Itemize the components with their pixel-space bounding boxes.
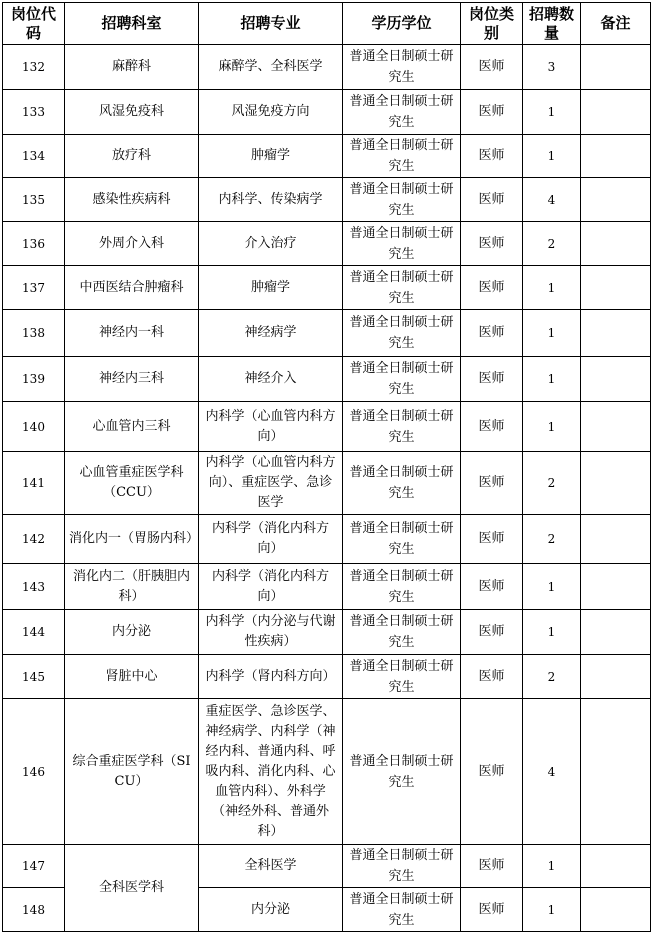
row-type: 医师: [461, 610, 523, 655]
row-major: 内科学（心血管内科方向）、重症医学、急诊医学: [199, 452, 343, 515]
row-note: [581, 178, 651, 222]
row-note: [581, 515, 651, 564]
row-code: 133: [3, 90, 65, 135]
row-type: 医师: [461, 515, 523, 564]
row-count: 1: [523, 845, 581, 888]
row-major: 内科学（消化内科方向）: [199, 564, 343, 610]
row-major: 重症医学、急诊医学、神经病学、内科学（神经内科、普通内科、呼吸内科、消化内科、心血管内科）、外科学（神经外科、普通外科）: [199, 699, 343, 845]
row-edu: 普通全日制硕士研究生: [343, 90, 461, 135]
row-type: 医师: [461, 222, 523, 266]
row-code: 141: [3, 452, 65, 515]
row-edu: 普通全日制硕士研究生: [343, 699, 461, 845]
row-type: 医师: [461, 402, 523, 452]
row-type: 医师: [461, 564, 523, 610]
recruitment-table: [2, 2, 651, 932]
row-count: 1: [523, 310, 581, 357]
row-major: 内科学（肾内科方向）: [199, 655, 343, 699]
row-note: [581, 310, 651, 357]
row-note: [581, 222, 651, 266]
header-row: [3, 3, 651, 45]
table-row: [3, 266, 651, 310]
row-dept: 全科医学科: [65, 845, 199, 932]
row-count: 1: [523, 266, 581, 310]
row-dept: 消化内一（胃肠内科）: [65, 515, 199, 564]
table-row: [3, 845, 651, 888]
row-dept: 放疗科: [65, 135, 199, 178]
row-major: 内科学（心血管内科方向）: [199, 402, 343, 452]
row-type: 医师: [461, 655, 523, 699]
row-dept: 肾脏中心: [65, 655, 199, 699]
row-type: 医师: [461, 888, 523, 932]
row-edu: 普通全日制硕士研究生: [343, 845, 461, 888]
row-code: 138: [3, 310, 65, 357]
row-edu: 普通全日制硕士研究生: [343, 310, 461, 357]
row-type: 医师: [461, 452, 523, 515]
row-note: [581, 845, 651, 888]
header-type: 岗位类别: [461, 3, 523, 45]
row-major: 肿瘤学: [199, 266, 343, 310]
row-code: 148: [3, 888, 65, 932]
row-note: [581, 402, 651, 452]
row-count: 1: [523, 90, 581, 135]
row-code: 147: [3, 845, 65, 888]
row-count: 3: [523, 45, 581, 90]
row-major: 神经介入: [199, 357, 343, 402]
row-note: [581, 888, 651, 932]
row-code: 142: [3, 515, 65, 564]
table-row: [3, 357, 651, 402]
row-dept: 中西医结合肿瘤科: [65, 266, 199, 310]
table-row: [3, 655, 651, 699]
row-major: 内分泌: [199, 888, 343, 932]
row-count: 4: [523, 699, 581, 845]
row-dept: 心血管重症医学科（CCU）: [65, 452, 199, 515]
row-dept: 神经内一科: [65, 310, 199, 357]
row-edu: 普通全日制硕士研究生: [343, 135, 461, 178]
row-count: 2: [523, 655, 581, 699]
row-code: 132: [3, 45, 65, 90]
row-type: 医师: [461, 90, 523, 135]
row-count: 1: [523, 610, 581, 655]
row-major: 神经病学: [199, 310, 343, 357]
row-edu: 普通全日制硕士研究生: [343, 564, 461, 610]
row-type: 医师: [461, 357, 523, 402]
row-dept: 内分泌: [65, 610, 199, 655]
row-note: [581, 699, 651, 845]
row-count: 2: [523, 452, 581, 515]
row-edu: 普通全日制硕士研究生: [343, 515, 461, 564]
header-note: 备注: [581, 3, 651, 45]
row-major: 麻醉学、全科医学: [199, 45, 343, 90]
row-dept: 麻醉科: [65, 45, 199, 90]
row-note: [581, 135, 651, 178]
table-row: [3, 178, 651, 222]
row-edu: 普通全日制硕士研究生: [343, 45, 461, 90]
row-note: [581, 610, 651, 655]
row-count: 1: [523, 402, 581, 452]
row-type: 医师: [461, 310, 523, 357]
row-code: 144: [3, 610, 65, 655]
row-edu: 普通全日制硕士研究生: [343, 655, 461, 699]
table-row: [3, 515, 651, 564]
row-edu: 普通全日制硕士研究生: [343, 888, 461, 932]
row-note: [581, 266, 651, 310]
row-dept: 感染性疾病科: [65, 178, 199, 222]
row-type: 医师: [461, 135, 523, 178]
row-code: 134: [3, 135, 65, 178]
row-edu: 普通全日制硕士研究生: [343, 266, 461, 310]
row-edu: 普通全日制硕士研究生: [343, 452, 461, 515]
row-major: 全科医学: [199, 845, 343, 888]
row-note: [581, 564, 651, 610]
row-edu: 普通全日制硕士研究生: [343, 402, 461, 452]
row-code: 137: [3, 266, 65, 310]
row-edu: 普通全日制硕士研究生: [343, 610, 461, 655]
table-row: [3, 45, 651, 90]
table-row: [3, 90, 651, 135]
row-dept: 综合重症医学科（SICU）: [65, 699, 199, 845]
table-row: [3, 610, 651, 655]
row-note: [581, 357, 651, 402]
row-major: 内科学（消化内科方向）: [199, 515, 343, 564]
row-type: 医师: [461, 266, 523, 310]
row-dept: 神经内三科: [65, 357, 199, 402]
header-code: 岗位代码: [3, 3, 65, 45]
row-dept: 外周介入科: [65, 222, 199, 266]
table-row: [3, 310, 651, 357]
row-code: 140: [3, 402, 65, 452]
row-major: 风湿免疫方向: [199, 90, 343, 135]
header-dept: 招聘科室: [65, 3, 199, 45]
row-type: 医师: [461, 45, 523, 90]
row-code: 143: [3, 564, 65, 610]
row-dept: 心血管内三科: [65, 402, 199, 452]
table-row: [3, 699, 651, 845]
table-row: [3, 452, 651, 515]
row-edu: 普通全日制硕士研究生: [343, 357, 461, 402]
row-type: 医师: [461, 699, 523, 845]
header-major: 招聘专业: [199, 3, 343, 45]
row-type: 医师: [461, 845, 523, 888]
table-row: [3, 135, 651, 178]
row-edu: 普通全日制硕士研究生: [343, 222, 461, 266]
row-note: [581, 655, 651, 699]
row-count: 1: [523, 135, 581, 178]
row-code: 136: [3, 222, 65, 266]
table-row: [3, 402, 651, 452]
row-major: 肿瘤学: [199, 135, 343, 178]
header-count: 招聘数量: [523, 3, 581, 45]
row-code: 145: [3, 655, 65, 699]
row-note: [581, 90, 651, 135]
row-code: 146: [3, 699, 65, 845]
row-count: 1: [523, 357, 581, 402]
table-row: [3, 564, 651, 610]
row-edu: 普通全日制硕士研究生: [343, 178, 461, 222]
row-code: 135: [3, 178, 65, 222]
row-count: 1: [523, 564, 581, 610]
row-major: 内科学、传染病学: [199, 178, 343, 222]
table-row: [3, 222, 651, 266]
row-major: 内科学（内分泌与代谢性疾病）: [199, 610, 343, 655]
row-dept: 风湿免疫科: [65, 90, 199, 135]
row-code: 139: [3, 357, 65, 402]
row-count: 1: [523, 888, 581, 932]
row-dept: 消化内二（肝胰胆内科）: [65, 564, 199, 610]
row-count: 4: [523, 178, 581, 222]
row-note: [581, 452, 651, 515]
row-count: 2: [523, 222, 581, 266]
row-major: 介入治疗: [199, 222, 343, 266]
header-edu: 学历学位: [343, 3, 461, 45]
row-count: 2: [523, 515, 581, 564]
row-type: 医师: [461, 178, 523, 222]
row-note: [581, 45, 651, 90]
